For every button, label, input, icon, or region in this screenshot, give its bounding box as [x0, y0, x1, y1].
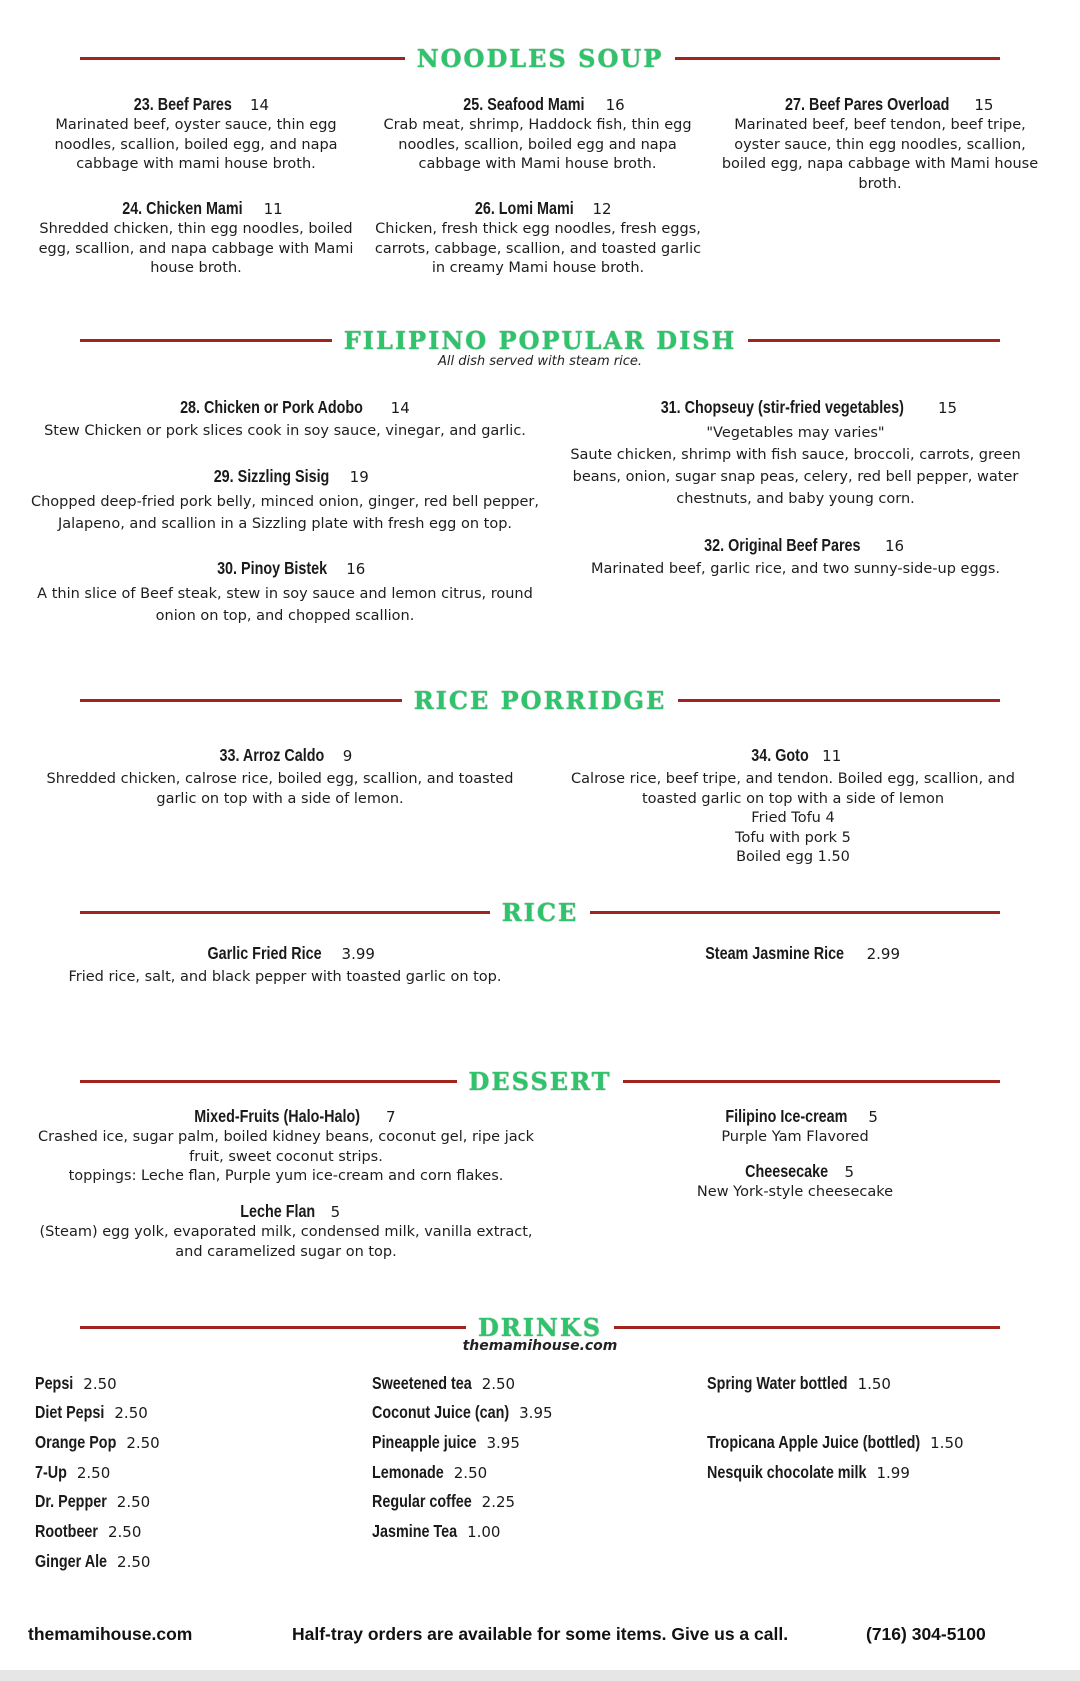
menu-item-sizzling-sisig [30, 465, 540, 535]
drink-name: 7-Up [35, 1462, 67, 1482]
item-name: Mixed-Fruits (Halo-Halo) [194, 1106, 361, 1126]
drink-item [35, 1516, 141, 1546]
menu-item-chicken-mami [26, 197, 366, 279]
drink-price: 1.50 [857, 1375, 891, 1393]
item-price: 16 [605, 96, 625, 114]
item-price: 16 [346, 560, 366, 578]
item-name: 26. Lomi Mami [475, 198, 575, 218]
item-description: Marinated beef, beef tendon, beef tripe, oyster sauce, thin egg noodles, scallion, boiled egg, napa cabbage with Mami house broth. [721, 117, 1039, 192]
menu-item-beef-pares-overload [712, 93, 1048, 194]
drink-name: Dr. Pepper [35, 1491, 107, 1511]
item-price: 15 [974, 96, 994, 114]
item-name: 32. Original Beef Pares [704, 535, 861, 555]
menu-item-pinoy-bistek [30, 557, 540, 627]
drink-price: 3.95 [519, 1404, 553, 1422]
item-price: 14 [249, 96, 270, 114]
footer-note: Half-tray orders are available for some items. Give us a call. [292, 1624, 789, 1644]
drink-price: 1.99 [876, 1464, 910, 1482]
drink-name: Ginger Ale [35, 1551, 108, 1571]
drink-name: Nesquik chocolate milk [707, 1462, 867, 1482]
item-price: 7 [386, 1108, 396, 1126]
menu-item-steam-jasmine-rice [600, 942, 990, 965]
drink-price: 2.50 [83, 1375, 117, 1393]
item-description: Fried rice, salt, and black pepper with toasted garlic on top. [68, 969, 502, 985]
section-header-filipino-popular-dish [80, 325, 1000, 355]
item-price: 14 [390, 399, 410, 417]
item-price: 5 [330, 1203, 341, 1221]
item-description: Crashed ice, sugar palm, boiled kidney beans, coconut gel, ripe jack fruit, sweet coconut strips. [38, 1129, 534, 1165]
menu-item-goto [550, 744, 1036, 868]
drink-item [35, 1486, 150, 1516]
section-title: DRINKS [477, 1312, 603, 1342]
drink-price: 3.95 [486, 1434, 520, 1452]
item-price: 9 [342, 747, 353, 765]
menu-item-beef-pares [26, 93, 366, 175]
item-description: Purple Yam Flavored [721, 1129, 869, 1145]
menu-item-cheesecake [650, 1160, 940, 1203]
drink-item [707, 1368, 891, 1398]
drink-name: Diet Pepsi [35, 1402, 105, 1422]
drink-item [372, 1516, 500, 1546]
drink-price: 2.50 [114, 1404, 148, 1422]
menu-item-lomi-mami [372, 197, 704, 279]
menu-item-arroz-caldo [30, 744, 530, 809]
drink-name: Coconut Juice (can) [372, 1402, 510, 1422]
item-description: Shredded chicken, calrose rice, boiled egg, scallion, and toasted garlic on top with a side of lemon. [46, 771, 514, 807]
drink-price: 2.50 [126, 1434, 160, 1452]
drink-price: 1.50 [930, 1434, 964, 1452]
divider-rule [80, 911, 490, 914]
item-extra: Boiled egg 1.50 [736, 849, 850, 865]
item-price: 16 [884, 537, 905, 555]
drink-item [372, 1427, 520, 1457]
drink-price: 2.50 [117, 1553, 151, 1571]
drink-name: Lemonade [372, 1462, 444, 1482]
drink-item [372, 1486, 515, 1516]
item-name: 33. Arroz Caldo [219, 745, 324, 765]
item-description: Crab meat, shrimp, Haddock fish, thin egg noodles, scallion, boiled egg and napa cabbage with Mami house broth. [383, 117, 692, 172]
divider-rule [80, 339, 332, 342]
drink-item [35, 1546, 150, 1576]
item-description: (Steam) egg yolk, evaporated milk, condensed milk, vanilla extract, and caramelized sugar on top. [39, 1224, 533, 1260]
item-name: 29. Sizzling Sisig [213, 466, 330, 486]
item-name: 28. Chicken or Pork Adobo [180, 397, 364, 417]
drink-price: 2.50 [116, 1493, 151, 1511]
item-description: Marinated beef, garlic rice, and two sunny-side-up eggs. [590, 561, 1001, 577]
drink-item [35, 1397, 148, 1427]
section-header-rice [80, 897, 1000, 927]
drink-price: 2.50 [107, 1523, 142, 1541]
menu-item-adobo [30, 396, 540, 442]
item-price: 5 [844, 1163, 855, 1181]
item-name: Filipino Ice-cream [725, 1106, 848, 1126]
item-description: Shredded chicken, thin egg noodles, boiled egg, scallion, and napa cabbage with Mami house broth. [38, 221, 354, 276]
item-price: 3.99 [341, 945, 375, 963]
item-name: 25. Seafood Mami [463, 94, 585, 114]
item-price: 11 [263, 200, 283, 218]
drink-item [707, 1457, 910, 1487]
bottom-strip [0, 1670, 1080, 1681]
item-name: Cheesecake [745, 1161, 829, 1181]
item-description: New York-style cheesecake [696, 1184, 894, 1200]
item-description: Calrose rice, beef tripe, and tendon. Boiled egg, scallion, and toasted garlic on top with a side of lemon [571, 771, 1015, 807]
drink-item [372, 1397, 553, 1427]
item-name: 30. Pinoy Bistek [216, 558, 327, 578]
divider-rule [675, 57, 1000, 60]
item-description: Stew Chicken or pork slices cook in soy sauce, vinegar, and garlic. [44, 423, 526, 439]
item-name: Leche Flan [240, 1201, 316, 1221]
drink-item [35, 1427, 160, 1457]
item-extra: Fried Tofu 4 [751, 810, 835, 826]
divider-rule [623, 1080, 1000, 1083]
menu-item-filipino-ice-cream [650, 1105, 940, 1148]
divider-rule [590, 911, 1000, 914]
item-price: 15 [937, 399, 958, 417]
item-description: Saute chicken, shrimp with fish sauce, broccoli, carrots, green beans, onion, sugar snap peas, celery, red bell pepper, water chestnuts, and baby young corn. [570, 447, 1021, 507]
item-name: 31. Chopseuy (stir-fried vegetables) [660, 397, 904, 417]
item-price: 19 [349, 468, 369, 486]
item-name: 23. Beef Pares [133, 94, 232, 114]
divider-rule [678, 699, 1000, 702]
section-header-noodles-soup [80, 43, 1000, 73]
item-name: 24. Chicken Mami [122, 198, 243, 218]
drink-name: Sweetened tea [372, 1373, 472, 1393]
drinks-website: themamihouse.com [462, 1338, 618, 1354]
divider-rule [80, 1080, 457, 1083]
drink-item [35, 1457, 110, 1487]
drink-price: 1.00 [467, 1523, 501, 1541]
divider-rule [614, 1326, 1000, 1329]
section-title: FILIPINO POPULAR DISH [343, 325, 737, 355]
drink-item [707, 1427, 964, 1457]
section-header-dessert [80, 1066, 1000, 1096]
divider-rule [80, 57, 405, 60]
item-description: A thin slice of Beef steak, stew in soy sauce and lemon citrus, round onion on top, and chopped scallion. [37, 586, 533, 624]
drink-name: Regular coffee [372, 1491, 472, 1511]
drink-name: Spring Water bottled [707, 1373, 848, 1393]
menu-item-halo-halo [26, 1105, 546, 1187]
item-extra: Tofu with pork 5 [735, 829, 851, 846]
section-title: RICE [501, 897, 579, 927]
menu-item-chopseuy [553, 396, 1038, 510]
drink-price: 2.25 [481, 1493, 516, 1511]
drink-item [35, 1368, 117, 1398]
item-description: Chicken, fresh thick egg noodles, fresh eggs, carrots, cabbage, scallion, and toasted garlic in creamy Mami house broth. [374, 221, 702, 276]
menu-item-original-beef-pares [553, 534, 1038, 580]
item-name: Garlic Fried Rice [207, 943, 322, 963]
divider-rule [80, 699, 402, 702]
section-header-rice-porridge [80, 685, 1000, 715]
divider-rule [80, 1326, 466, 1329]
item-description: Marinated beef, oyster sauce, thin egg noodles, scallion, boiled egg, and napa cabbage with mami house broth. [54, 117, 338, 172]
drink-name: Orange Pop [35, 1432, 117, 1452]
drink-name: Jasmine Tea [372, 1521, 458, 1541]
drink-name: Pineapple juice [372, 1432, 477, 1452]
item-name: Steam Jasmine Rice [705, 943, 844, 963]
drink-price: 2.50 [481, 1375, 516, 1393]
item-price: 12 [592, 200, 612, 218]
drink-price: 2.50 [453, 1464, 488, 1482]
drink-name: Pepsi [35, 1373, 74, 1393]
item-note: "Vegetables may varies" [706, 425, 885, 441]
item-name: 27. Beef Pares Overload [784, 94, 949, 114]
menu-item-seafood-mami [380, 93, 695, 175]
drink-item [372, 1368, 515, 1398]
item-price: 11 [822, 747, 842, 765]
drink-price: 2.50 [76, 1464, 111, 1482]
item-description: Chopped deep-fried pork belly, minced onion, ginger, red bell pepper, Jalapeno, and scallion in a Sizzling plate with fresh egg on top. [30, 494, 539, 532]
footer-website[interactable]: themamihouse.com [28, 1624, 193, 1644]
item-price: 5 [868, 1108, 878, 1126]
menu-item-leche-flan [26, 1200, 546, 1262]
menu-item-garlic-fried-rice [30, 942, 540, 988]
section-title: RICE PORRIDGE [413, 685, 667, 715]
drink-name: Tropicana Apple Juice (bottled) [707, 1432, 921, 1452]
item-name: 34. Goto [751, 745, 809, 765]
section-title: DESSERT [468, 1066, 612, 1096]
section-subtitle: All dish served with steam rice. [437, 354, 643, 369]
item-price: 2.99 [866, 945, 901, 963]
item-toppings: toppings: Leche flan, Purple yum ice-cream and corn flakes. [68, 1168, 504, 1184]
divider-rule [748, 339, 1000, 342]
drink-item [372, 1457, 487, 1487]
section-title: NOODLES SOUP [416, 43, 664, 73]
drink-name: Rootbeer [35, 1521, 98, 1541]
footer-phone[interactable]: (716) 304-5100 [866, 1624, 986, 1644]
